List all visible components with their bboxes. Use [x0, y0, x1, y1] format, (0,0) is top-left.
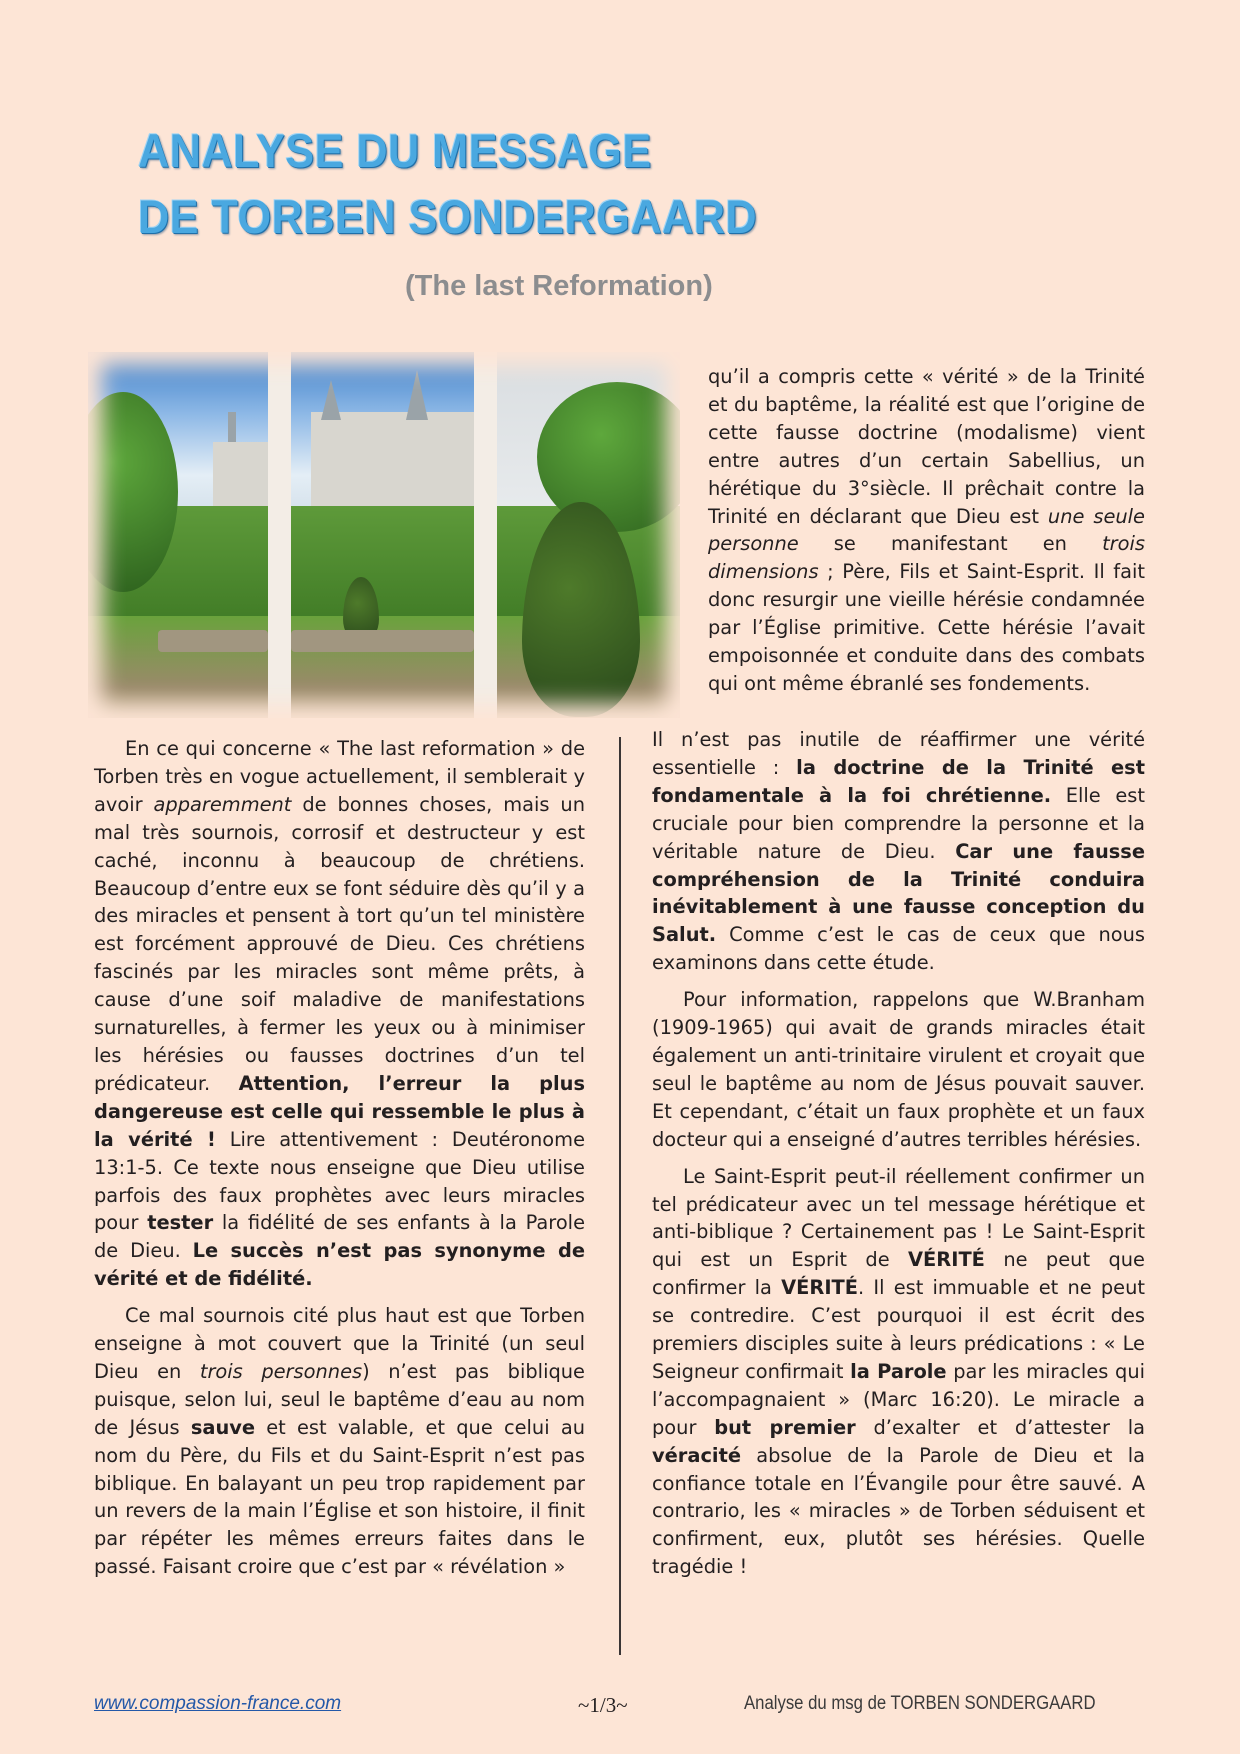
column-divider [619, 737, 621, 1655]
text-run: d’exalter et d’attester la [855, 1415, 1145, 1439]
paragraph [652, 1163, 1145, 1582]
document-subtitle: (The last Reformation) [405, 270, 713, 302]
castle-garden-photo [88, 352, 680, 718]
text-run: et est valable, et que celui au nom du Père, du Fils et du Saint-Esprit n’est pas biblique. En balayant un peu trop rapidement par un revers de la main l’Église et son histoire, il finit par répéter les mêmes erreurs faites dans le passé. Faisant croire que c’est par « révélation » [94, 1415, 585, 1579]
text-run: Comme c’est le cas de ceux que nous examinons dans cette étude. [652, 923, 1145, 975]
text-run: En ce qui concerne « The last reformation » de Torben très en vogue actuellement, il semblerait y avoir [94, 737, 585, 816]
text-run: . Il est immuable et ne peut se contredire. C’est pourquoi il est écrit des premiers disciples suite à leurs prédications : « Le Seigneur confirmait [652, 1276, 1145, 1383]
text-run: absolue de la Parole de Dieu et la confiance totale en l’Évangile pour être sauvé. A contrario, les « miracles » de Torben séduisent et confirment, eux, plutôt ses hérésies. Quelle tragédie ! [652, 1443, 1145, 1579]
text-run: qu’il a compris cette « vérité » de la Trinité et du baptême, la réalité est que l’origine de cette fausse doctrine (modalisme) vient entre autres d’un certain Sabellius, un hérétique du 3°siècle. Il prêchait contre la Trinité en déclarant que Dieu est [708, 365, 1145, 528]
text-run: Le Saint-Esprit peut-il réellement confirmer un tel prédicateur avec un tel message hérétique et anti-biblique ? Certainement pas ! Le Saint-Esprit qui est un Esprit de [652, 1164, 1145, 1272]
text-run: la fidélité de ses enfants à la Parole de Dieu. [94, 1211, 585, 1263]
italic-text: apparemment [153, 792, 292, 816]
left-column [94, 735, 585, 1581]
bold-text: VÉRITÉ [908, 1248, 985, 1272]
right-column [652, 726, 1145, 1581]
bold-text: Attention, l’erreur la plus dangereuse est celle qui ressemble le plus à la vérité ! [94, 1071, 585, 1151]
text-run: de bonnes choses, mais un mal très sournois, corrosif et destructeur y est caché, inconnu à beaucoup de chrétiens. Beaucoup d’entre eux se font séduire dès qu’il y a des miracles et pensent à tort qu’un tel ministère est forcément approuvé de Dieu. Ces chrétiens fascinés par les miracles sont même prêts, à cause d’une soif maladive de manifestations surnaturelles, à fermer les yeux ou à minimiser les hérésies ou fausses doctrines d’un tel prédicateur. [94, 792, 586, 1095]
bold-text: sauve [190, 1415, 256, 1439]
bold-text: la Parole [850, 1359, 947, 1383]
page-indicator: ~1/3~ [578, 1693, 628, 1717]
text-run: Pour information, rappelons que W.Branham (1909-1965) qui avait de grands miracles était également un anti-trinitaire virulent et croyait que seul le baptême au nom de Jésus pouvait sauver. Et cependant, c’était un faux prophète et un faux docteur qui a enseigné d’autres terribles hérésies. [652, 988, 1145, 1151]
text-run: ne peut que confirmer la [652, 1248, 1145, 1300]
title-line-2: DE TORBEN SONDERGAARD [138, 190, 758, 243]
photo-panel-right [497, 352, 680, 718]
paragraph [652, 726, 1145, 977]
photo-panel-left [88, 352, 268, 718]
bold-text: Car une fausse compréhension de la Trinité conduira inévitablement à une fausse conception du Salut. [652, 839, 1145, 947]
bold-text: tester [147, 1211, 214, 1235]
text-run: par les miracles qui l’accompagnaient » (Marc 16:20). Le miracle a pour [652, 1359, 1145, 1439]
title-line-1: ANALYSE DU MESSAGE [138, 124, 652, 177]
paragraph [708, 363, 1145, 698]
text-run: ; Père, Fils et Saint-Esprit. Il fait donc resurgir une vieille hérésie condamnée par l’Église primitive. Cette hérésie l’avait empoisonnée et conduite dans des combats qui ont même ébranlé ses fondements. [708, 560, 1145, 695]
website-link[interactable]: www.compassion-france.com [94, 1693, 342, 1714]
bold-text: véracité [652, 1443, 741, 1467]
paragraph [94, 1302, 585, 1581]
bold-text: VÉRITÉ [781, 1276, 859, 1300]
photo-panel-center [291, 352, 474, 718]
paragraph [94, 735, 585, 1293]
text-run: Ce mal sournois cité plus haut est que Torben enseigne à mot couvert que la Trinité (un seul Dieu en [94, 1304, 585, 1383]
italic-text: une seule personne [708, 504, 1145, 556]
document-title [138, 118, 757, 250]
text-run: se manifestant en [798, 532, 1103, 556]
text-run: Elle est cruciale pour bien comprendre la personne et la véritable nature de Dieu. [652, 783, 1145, 863]
right-column-top [708, 363, 1145, 698]
bold-text: la doctrine de la Trinité est fondamentale à la foi chrétienne. [652, 755, 1145, 807]
text-run: Il n’est pas inutile de réaffirmer une vérité essentielle : [652, 728, 1145, 779]
italic-text: trois dimensions [708, 532, 1145, 584]
text-run: ) n’est pas biblique puisque, selon lui, seul le baptême d’eau au nom de Jésus [94, 1359, 585, 1439]
text-run: Lire attentivement : Deutéronome 13:1-5. Ce texte nous enseigne que Dieu utilise parfois des faux prophètes avec leurs miracles pour [94, 1127, 585, 1235]
paragraph [652, 986, 1145, 1153]
bold-text: but premier [714, 1415, 856, 1439]
italic-text: trois personnes [199, 1359, 363, 1383]
running-title: Analyse du msg de TORBEN SONDERGAARD [744, 1693, 1096, 1714]
bold-text: Le succès n’est pas synonyme de vérité et de fidélité. [94, 1239, 585, 1291]
